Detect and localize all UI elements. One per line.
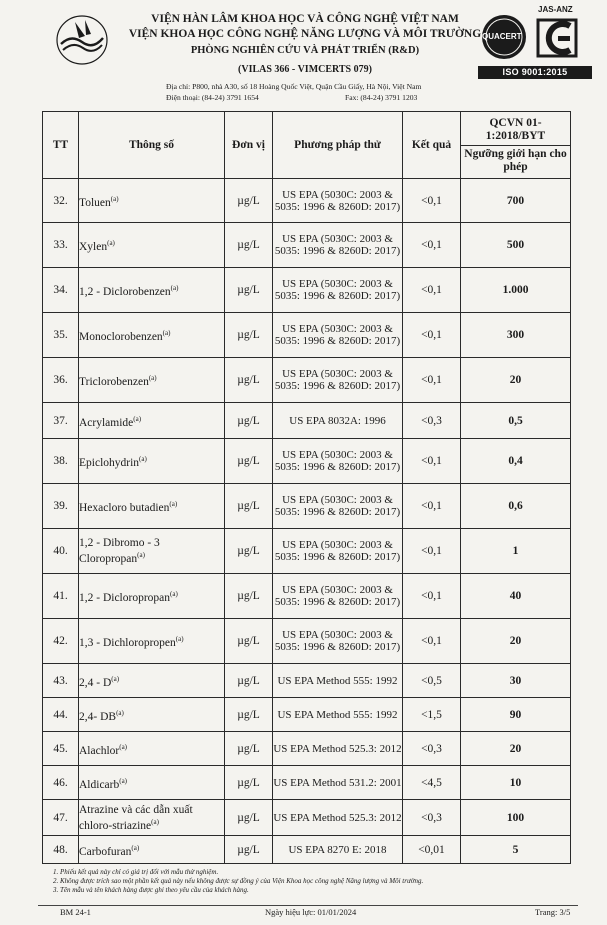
row-tt [43, 800, 79, 836]
row-method-text: US EPA Method 525.3: 2012 [273, 811, 402, 824]
row-limit [461, 358, 571, 403]
row-parameter [79, 358, 225, 403]
accreditation-mark: (a) [137, 551, 145, 560]
row-limit [461, 439, 571, 484]
row-tt-text: 33. [53, 239, 68, 251]
row-limit-text: 100 [506, 811, 525, 824]
row-limit-text: 30 [509, 674, 522, 687]
row-tt-text: 35. [53, 329, 68, 341]
header-standard [461, 112, 571, 179]
row-unit-text: µg/L [237, 329, 260, 341]
row-parameter-text: 2,4 - D [79, 676, 112, 689]
page-number: Trang: 3/5 [535, 907, 571, 917]
row-limit-text: 40 [509, 590, 522, 602]
address: Địa chỉ: P800, nhà A30, số 18 Hoàng Quốc Việt, Quận Cầu Giấy, Hà Nội, Việt Nam [166, 82, 422, 91]
row-method [273, 313, 403, 358]
row-tt [43, 358, 79, 403]
row-result-text: <0,5 [421, 674, 442, 687]
institute-name: VIỆN KHOA HỌC CÔNG NGHỆ NĂNG LƯỢNG VÀ MÔI TRƯỜNG [128, 28, 482, 40]
accreditation-mark: (a) [131, 843, 140, 852]
row-method [273, 179, 403, 223]
row-parameter [79, 619, 225, 664]
row-parameter-text: Atrazine và các dẫn xuất chloro-striazine [79, 803, 193, 832]
row-tt [43, 836, 79, 864]
row-limit-text: 0,5 [508, 414, 523, 427]
row-limit [461, 836, 571, 864]
table-row [43, 800, 571, 836]
results-table [42, 111, 571, 864]
accreditation-mark: (a) [148, 374, 157, 383]
row-unit [225, 223, 273, 268]
row-limit [461, 664, 571, 698]
row-result [403, 664, 461, 698]
row-tt-text: 34. [53, 284, 68, 296]
row-unit-text: µg/L [237, 194, 260, 207]
row-limit [461, 223, 571, 268]
row-limit [461, 698, 571, 732]
row-limit [461, 403, 571, 439]
row-method [273, 800, 403, 836]
row-parameter [79, 800, 225, 836]
table-row [43, 268, 571, 313]
table-row [43, 766, 571, 800]
row-tt-text: 38. [53, 455, 68, 467]
row-result [403, 800, 461, 836]
row-limit-text: 10 [509, 776, 522, 789]
row-unit [225, 484, 273, 529]
row-tt [43, 529, 79, 574]
row-result-text: <0,1 [421, 374, 442, 386]
row-unit-text: µg/L [237, 674, 260, 687]
table-row [43, 529, 571, 574]
header-method: Phương pháp thử [273, 112, 403, 179]
row-method-text: US EPA (5030C: 2003 & 5035: 1996 & 8260D: 2017) [274, 494, 401, 518]
row-tt [43, 574, 79, 619]
row-method-text: US EPA Method 525.3: 2012 [273, 742, 402, 755]
row-limit-text: 20 [509, 742, 522, 755]
row-tt [43, 698, 79, 732]
accreditation-mark: (a) [110, 194, 119, 203]
table-row [43, 732, 571, 766]
row-parameter-text: Hexacloro butadien [79, 501, 170, 514]
row-result-text: <0,1 [421, 635, 442, 647]
row-parameter-text: 1,2 - Dibromo - 3 Cloropropan [79, 537, 160, 565]
row-unit [225, 800, 273, 836]
row-tt [43, 268, 79, 313]
table-row [43, 313, 571, 358]
row-method [273, 664, 403, 698]
table-row [43, 439, 571, 484]
row-unit-text: µg/L [237, 545, 260, 557]
row-unit-text: µg/L [237, 776, 260, 789]
row-method [273, 223, 403, 268]
row-result [403, 574, 461, 619]
row-tt-text: 46. [53, 776, 68, 789]
accreditation-mark: (a) [162, 329, 171, 338]
row-limit [461, 574, 571, 619]
department-name: PHÒNG NGHIÊN CỨU VÀ PHÁT TRIỂN (R&D) [190, 45, 420, 56]
row-unit-text: µg/L [237, 414, 260, 427]
row-unit [225, 358, 273, 403]
row-limit-text: 1 [512, 545, 519, 557]
row-method-text: US EPA Method 555: 1992 [277, 708, 398, 721]
row-method-text: US EPA 8032A: 1996 [289, 414, 386, 427]
row-unit [225, 403, 273, 439]
row-limit-text: 90 [509, 708, 522, 721]
accreditation-mark: (a) [133, 414, 142, 423]
row-tt-text: 44. [53, 708, 68, 721]
row-parameter [79, 664, 225, 698]
row-method-text: US EPA (5030C: 2003 & 5035: 1996 & 8260D: 2017) [274, 188, 401, 213]
row-result [403, 619, 461, 664]
accreditation-mark: (a) [175, 635, 184, 644]
row-limit [461, 268, 571, 313]
row-limit [461, 619, 571, 664]
academy-name: VIỆN HÀN LÂM KHOA HỌC VÀ CÔNG NGHỆ VIỆT NAM [151, 13, 459, 25]
row-tt-text: 41. [53, 590, 68, 602]
row-method-text: US EPA (5030C: 2003 & 5035: 1996 & 8260D: 2017) [274, 368, 401, 392]
row-unit [225, 698, 273, 732]
accreditation-mark: (a) [119, 742, 128, 751]
row-limit [461, 179, 571, 223]
row-method-text: US EPA (5030C: 2003 & 5035: 1996 & 8260D: 2017) [274, 629, 401, 653]
row-result [403, 439, 461, 484]
accreditation-mark: (a) [170, 284, 179, 293]
row-method [273, 403, 403, 439]
row-parameter-text: Xylen [79, 240, 108, 253]
table-row [43, 223, 571, 268]
note-2: 2. Không được trích sao một phần kết quả này nếu không được sự đồng ý của Viện Khoa học công nghệ Năng lượng và Môi trường. [53, 877, 424, 885]
row-parameter [79, 529, 225, 574]
row-limit [461, 529, 571, 574]
row-parameter-text: Toluen [79, 196, 111, 209]
row-unit [225, 439, 273, 484]
row-method [273, 529, 403, 574]
row-method-text: US EPA (5030C: 2003 & 5035: 1996 & 8260D: 2017) [274, 233, 401, 257]
row-result [403, 268, 461, 313]
row-parameter [79, 766, 225, 800]
row-result-text: <0,1 [421, 500, 442, 512]
standard-code: QCVN 01-1:2018/BYT [461, 115, 570, 146]
accreditation-mark: (a) [169, 500, 178, 509]
row-tt-text: 37. [53, 414, 68, 427]
row-limit-text: 20 [509, 374, 522, 386]
table-row [43, 664, 571, 698]
row-parameter [79, 223, 225, 268]
row-unit-text: µg/L [237, 455, 260, 467]
row-parameter-text: Aldicarb [79, 778, 120, 791]
row-method [273, 698, 403, 732]
row-method-text: US EPA Method 531.2: 2001 [273, 776, 402, 789]
row-unit-text: µg/L [237, 742, 260, 755]
row-limit-text: 300 [506, 329, 525, 341]
table-row [43, 403, 571, 439]
row-parameter-text: 1,3 - Dichloropropen [79, 636, 176, 649]
fax: Fax: (84-24) 3791 1203 [345, 93, 418, 102]
row-parameter [79, 698, 225, 732]
table-row [43, 358, 571, 403]
row-parameter-text: Carbofuran [79, 845, 132, 858]
table-row [43, 179, 571, 223]
row-tt [43, 179, 79, 223]
row-result [403, 732, 461, 766]
row-unit [225, 268, 273, 313]
row-limit-text: 0,4 [508, 455, 523, 467]
iso-badge: ISO 9001:2015 [478, 66, 592, 79]
row-unit [225, 836, 273, 864]
row-parameter-text: 2,4- DB [79, 710, 117, 723]
row-result-text: <0,01 [418, 843, 445, 856]
row-result-text: <4,5 [421, 776, 442, 789]
row-method [273, 268, 403, 313]
row-parameter-text: Alachlor [79, 744, 120, 757]
row-tt-text: 32. [53, 194, 68, 207]
row-result-text: <0,3 [421, 811, 442, 824]
row-unit [225, 574, 273, 619]
row-method [273, 358, 403, 403]
institute-logo [55, 14, 109, 66]
row-unit [225, 313, 273, 358]
row-parameter [79, 313, 225, 358]
row-result [403, 403, 461, 439]
row-tt [43, 664, 79, 698]
row-unit-text: µg/L [237, 635, 260, 647]
table-row [43, 574, 571, 619]
table-row [43, 619, 571, 664]
row-limit-text: 5 [512, 843, 519, 856]
row-result-text: <0,1 [421, 194, 442, 207]
row-result [403, 484, 461, 529]
footer-divider [38, 905, 578, 906]
row-result [403, 313, 461, 358]
header-result: Kết quả [403, 112, 461, 179]
row-parameter [79, 836, 225, 864]
row-parameter [79, 179, 225, 223]
row-tt [43, 313, 79, 358]
row-result-text: <0,1 [421, 239, 442, 251]
row-unit-text: µg/L [237, 708, 260, 721]
row-tt [43, 223, 79, 268]
row-limit [461, 766, 571, 800]
row-method [273, 439, 403, 484]
accreditation-mark: (a) [116, 708, 124, 717]
row-parameter [79, 268, 225, 313]
row-limit-text: 500 [506, 239, 525, 251]
row-unit-text: µg/L [237, 284, 260, 296]
row-parameter [79, 484, 225, 529]
row-result [403, 179, 461, 223]
row-method-text: US EPA 8270 E: 2018 [288, 843, 387, 856]
row-tt-text: 48. [53, 843, 68, 856]
row-result-text: <0,1 [421, 284, 442, 296]
row-result [403, 698, 461, 732]
row-tt-text: 42. [53, 635, 68, 647]
row-method-text: US EPA (5030C: 2003 & 5035: 1996 & 8260D: 2017) [274, 278, 401, 302]
effective-date: Ngày hiệu lực: 01/01/2024 [265, 907, 357, 917]
row-unit-text: µg/L [237, 843, 260, 856]
row-parameter-text: Triclorobenzen [79, 375, 149, 388]
accreditation-mark: (a) [139, 455, 147, 464]
row-unit [225, 529, 273, 574]
row-method [273, 484, 403, 529]
accreditation: (VILAS 366 - VIMCERTS 079) [238, 64, 372, 75]
row-unit-text: µg/L [237, 239, 260, 251]
row-tt-text: 39. [53, 500, 68, 512]
row-parameter-text: 1,2 - Dicloropropan [79, 591, 171, 604]
table-row [43, 836, 571, 864]
row-parameter-text: Epiclohydrin [79, 456, 140, 469]
form-code: BM 24-1 [60, 907, 91, 917]
row-method [273, 732, 403, 766]
row-unit [225, 179, 273, 223]
row-limit-text: 700 [506, 194, 525, 207]
row-unit-text: µg/L [237, 811, 260, 824]
row-tt [43, 732, 79, 766]
row-result-text: <0,1 [421, 590, 442, 602]
jas-anz-label: JAS-ANZ [538, 5, 573, 14]
row-method-text: US EPA Method 555: 1992 [277, 674, 398, 687]
row-method-text: US EPA (5030C: 2003 & 5035: 1996 & 8260D: 2017) [274, 323, 401, 347]
document-header [0, 0, 607, 108]
row-result [403, 358, 461, 403]
row-tt-text: 36. [53, 374, 68, 386]
row-unit [225, 766, 273, 800]
row-method [273, 766, 403, 800]
table-row [43, 698, 571, 732]
row-tt-text: 45. [53, 742, 68, 755]
row-result [403, 223, 461, 268]
row-tt-text: 43. [53, 674, 68, 687]
table-row [43, 484, 571, 529]
row-result-text: <0,1 [421, 329, 442, 341]
row-result-text: <0,3 [421, 414, 442, 427]
row-parameter [79, 439, 225, 484]
row-limit-text: 1.000 [502, 284, 529, 296]
row-limit [461, 800, 571, 836]
header-parameter: Thông số [79, 112, 225, 179]
header-unit: Đơn vị [225, 112, 273, 179]
row-method [273, 574, 403, 619]
row-limit [461, 313, 571, 358]
phone: Điện thoại: (84-24) 3791 1654 [166, 93, 259, 102]
row-method [273, 836, 403, 864]
row-limit [461, 732, 571, 766]
row-result [403, 836, 461, 864]
row-result-text: <0,1 [421, 455, 442, 467]
row-result-text: <1,5 [421, 708, 442, 721]
row-parameter [79, 574, 225, 619]
row-parameter-text: Acrylamide [79, 416, 134, 429]
row-tt [43, 766, 79, 800]
accreditation-mark: (a) [119, 776, 128, 785]
note-3: 3. Tên mẫu và tên khách hàng được ghi theo yêu cầu của khách hàng. [53, 886, 249, 894]
limit-label: Ngưỡng giới hạn cho phép [464, 147, 567, 173]
row-limit-text: 20 [509, 635, 522, 647]
row-parameter-text: 1,2 - Diclorobenzen [79, 285, 171, 298]
row-tt [43, 484, 79, 529]
quacert-label: QUACERT [482, 32, 522, 41]
accreditation-mark: (a) [111, 674, 120, 683]
row-limit [461, 484, 571, 529]
row-parameter [79, 732, 225, 766]
row-unit [225, 664, 273, 698]
row-unit-text: µg/L [237, 500, 260, 512]
row-limit-text: 0,6 [508, 500, 523, 512]
row-result [403, 766, 461, 800]
row-result [403, 529, 461, 574]
row-parameter-text: Monoclorobenzen [79, 330, 163, 343]
row-parameter [79, 403, 225, 439]
accreditation-mark: (a) [107, 239, 115, 248]
row-tt [43, 439, 79, 484]
accreditation-mark: (a) [151, 817, 159, 826]
row-method [273, 619, 403, 664]
header-tt: TT [43, 112, 79, 179]
row-unit [225, 732, 273, 766]
row-method-text: US EPA (5030C: 2003 & 5035: 1996 & 8260D: 2017) [274, 584, 401, 608]
row-unit [225, 619, 273, 664]
row-method-text: US EPA (5030C: 2003 & 5035: 1996 & 8260D: 2017) [274, 539, 401, 563]
note-1: 1. Phiếu kết quả này chỉ có giá trị đối với mẫu thử nghiệm. [53, 868, 219, 876]
footnotes [53, 868, 423, 895]
row-method-text: US EPA (5030C: 2003 & 5035: 1996 & 8260D: 2017) [274, 449, 401, 473]
row-tt-text: 47. [53, 811, 68, 824]
row-tt-text: 40. [53, 545, 68, 557]
row-unit-text: µg/L [237, 590, 260, 602]
row-tt [43, 619, 79, 664]
row-tt [43, 403, 79, 439]
row-unit-text: µg/L [237, 374, 260, 386]
row-result-text: <0,1 [421, 545, 442, 557]
accreditation-mark: (a) [170, 590, 178, 599]
row-result-text: <0,3 [421, 742, 442, 755]
